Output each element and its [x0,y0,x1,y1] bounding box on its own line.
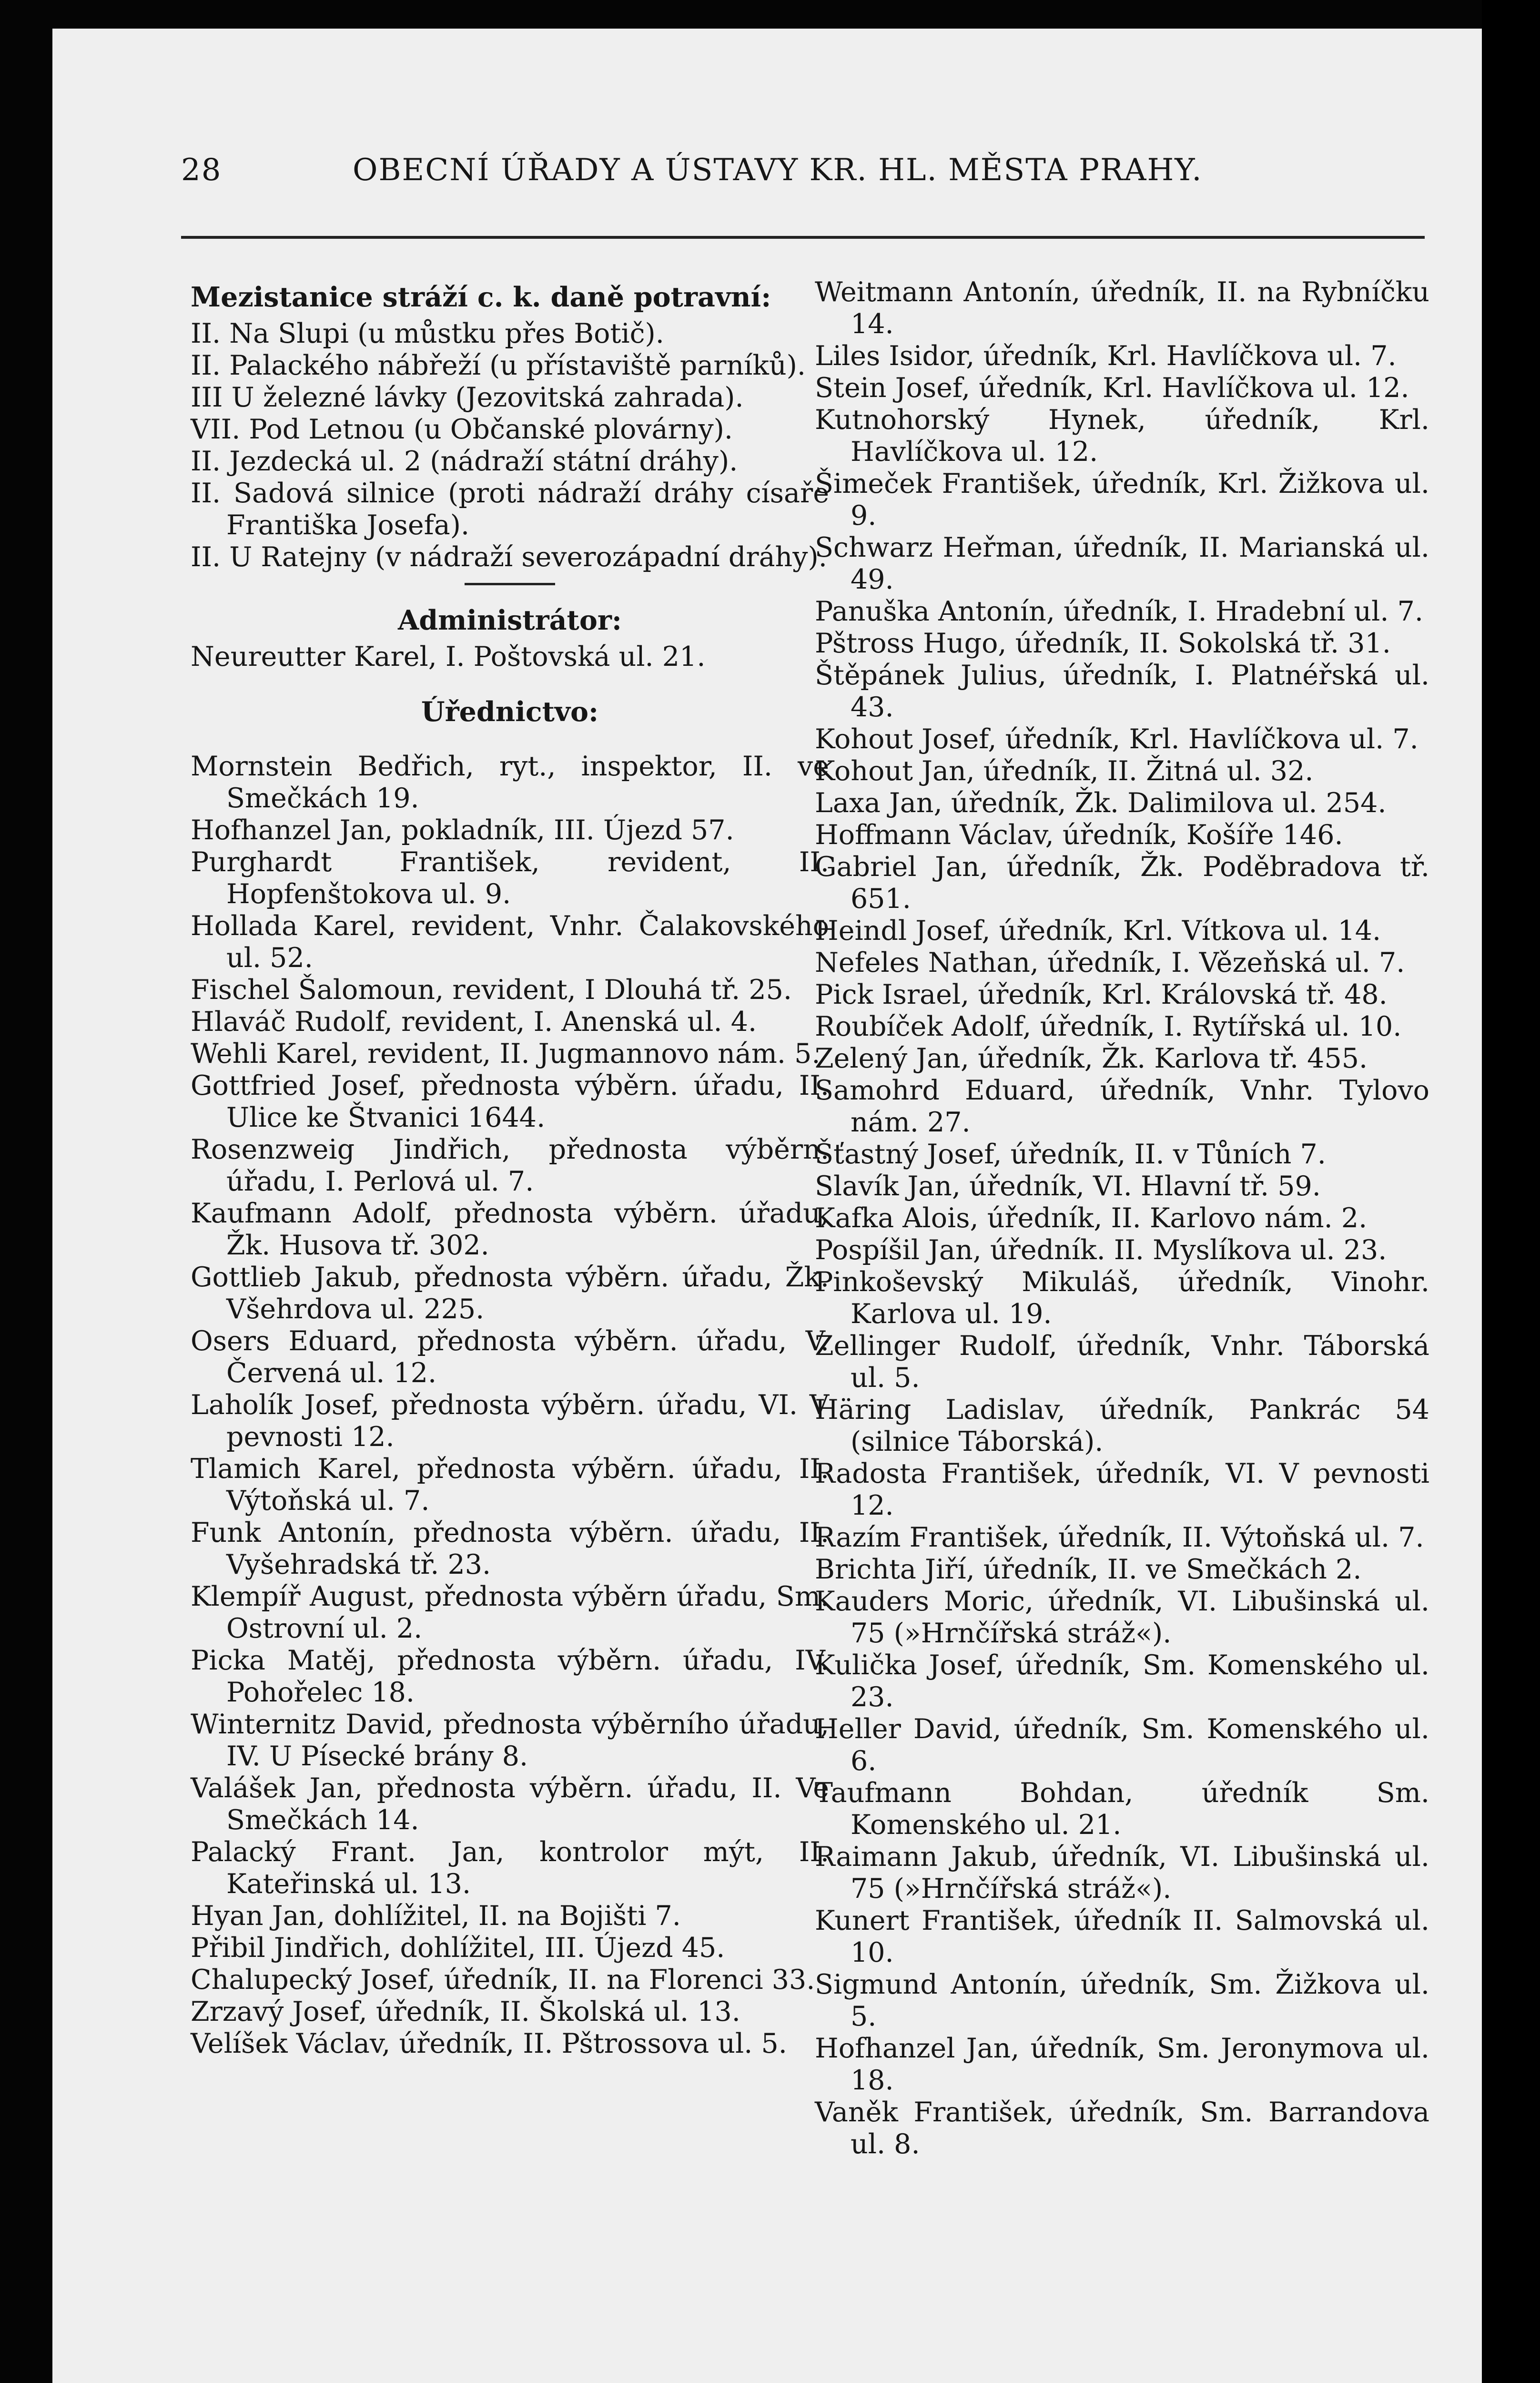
staff-entry: Laxa Jan, úředník, Žk. Dalimilova ul. 254. [815,787,1387,819]
right-column [815,276,1429,2160]
staff-entry: Klempíř August, přednosta výběrn úřadu, Sm. Ostrovní ul. 2. [191,1581,829,1644]
staff-entry: Hofhanzel Jan, pokladník, III. Újezd 57. [191,815,734,846]
station-entry: II. Sadová silnice (proti nádraží dráhy císaře Františka Josefa). [191,478,829,541]
staff-entry: Vaněk František, úředník, Sm. Barrandova ul. 8. [815,2097,1429,2160]
staff-entry: Šťastný Josef, úředník, II. v Tůních 7. [815,1139,1326,1170]
staff-entry: Raimann Jakub, úředník, VI. Libušinská ul. 75 (»Hrnčířská stráž«). [815,1841,1429,1904]
staff-entry: Mornstein Bedřich, ryt., inspektor, II. ve Smečkách 19. [191,751,829,814]
staff-entry: Radosta František, úředník, VI. V pevnosti 12. [815,1458,1429,1521]
staff-entry: Osers Eduard, přednosta výběrn. úřadu, V. Červená ul. 12. [191,1325,829,1389]
staff-entry: Chalupecký Josef, úředník, II. na Florenci 33. [191,1964,815,1996]
staff-entry: Liles Isidor, úředník, Krl. Havlíčkova ul. 7. [815,340,1397,372]
staff-entry: Picka Matěj, přednosta výběrn. úřadu, IV. Pohořelec 18. [191,1645,829,1708]
staff-entry: Pospíšil Jan, úředník. II. Myslíkova ul. 23. [815,1234,1387,1266]
staff-entry: Fischel Šalomoun, revident, I Dlouhá tř. 25. [191,974,792,1006]
staff-entry: Přibil Jindřich, dohlížitel, III. Újezd 45. [191,1932,725,1964]
staff-entry: Wehli Karel, revident, II. Jugmannovo nám. 5. [191,1038,821,1069]
admin-entry: Neureutter Karel, I. Poštovská ul. 21. [191,641,706,672]
station-entry: III U železné lávky (Jezovitská zahrada). [191,382,744,413]
scan-border [1482,0,1540,2383]
staff-entry: Brichta Jiří, úředník, II. ve Smečkách 2. [815,1554,1362,1585]
staff-entry: Kohout Josef, úředník, Krl. Havlíčkova ul. 7. [815,723,1418,755]
staff-entry: Stein Josef, úředník, Krl. Havlíčkova ul. 12. [815,372,1409,404]
staff-entry: Zelený Jan, úředník, Žk. Karlova tř. 455. [815,1043,1368,1074]
staff-entry: Pštross Hugo, úředník, II. Sokolská tř. 31. [815,628,1391,659]
page-number: 28 [181,153,222,188]
staff-entry: Pick Israel, úředník, Krl. Královská tř. 48. [815,979,1388,1010]
staff-entry: Weitmann Antonín, úředník, II. na Rybníčku 14. [815,276,1429,340]
staff-entry: Hyan Jan, dohlížitel, II. na Bojišti 7. [191,1900,681,1932]
staff-entry: Kafka Alois, úředník, II. Karlovo nám. 2. [815,1202,1368,1234]
staff-entry: Zellinger Rudolf, úředník, Vnhr. Táborská ul. 5. [815,1330,1429,1394]
staff-entry: Štěpánek Julius, úředník, I. Platnéřská ul. 43. [815,660,1429,723]
staff-entry: Kauders Moric, úředník, VI. Libušinská ul. 75 (»Hrnčířská stráž«). [815,1586,1429,1649]
staff-entry: Šimeček František, úředník, Krl. Žižkova ul. 9. [815,468,1429,531]
staff-entry: Nefeles Nathan, úředník, I. Vězeňská ul. 7. [815,947,1405,978]
staff-entry: Taufmann Bohdan, úředník Sm. Komenského ul. 21. [815,1777,1429,1841]
running-title: OBECNÍ ÚŘADY A ÚSTAVY KR. HL. MĚSTA PRAHY. [353,153,1203,188]
admin-title: Administrátor: [398,604,622,636]
station-entry: II. Palackého nábřeží (u přístaviště parníků). [191,350,806,381]
staff-entry: Purghardt František, revident, II. Hopfenštokova ul. 9. [191,846,829,910]
staff-entry: Valášek Jan, přednosta výběrn. úřadu, II. Ve Smečkách 14. [191,1772,829,1836]
staff-entry: Tlamich Karel, přednosta výběrn. úřadu, II. Výtoňská ul. 7. [191,1453,829,1517]
staff-entry: Schwarz Heřman, úředník, II. Marianská ul. 49. [815,532,1429,595]
staff-title: Úřednictvo: [421,696,599,728]
station-entry: II. Na Slupi (u můstku přes Botič). [191,318,664,349]
header-rule [181,236,1425,239]
staff-entry: Häring Ladislav, úředník, Pankrác 54 (silnice Táborská). [815,1394,1429,1457]
staff-entry: Hofhanzel Jan, úředník, Sm. Jeronymova ul. 18. [815,2033,1429,2096]
section-divider [465,583,555,585]
staff-entry: Hlaváč Rudolf, revident, I. Anenská ul. 4. [191,1006,757,1038]
staff-entry: Rosenzweig Jindřich, přednosta výběrn. úřadu, I. Perlová ul. 7. [191,1134,829,1197]
left-column [191,276,829,2060]
station-entry: II. U Ratejny (v nádraží severozápadní dráhy). [191,541,827,573]
staff-entry: Gottlieb Jakub, přednosta výběrn. úřadu, Žk. Všehrdova ul. 225. [191,1262,829,1325]
staff-entry: Hoffmann Václav, úředník, Košíře 146. [815,819,1343,851]
staff-entry: Funk Antonín, přednosta výběrn. úřadu, II. Vyšehradská tř. 23. [191,1517,829,1580]
staff-entry: Gottfried Josef, přednosta výběrn. úřadu, II. Ulice ke Štvanici 1644. [191,1070,829,1133]
staff-entry: Palacký Frant. Jan, kontrolor mýt, II. Kateřinská ul. 13. [191,1836,829,1900]
staff-entry: Pinkoševský Mikuláš, úředník, Vinohr. Karlova ul. 19. [815,1266,1429,1330]
staff-entry: Kaufmann Adolf, přednosta výběrn. úřadu, Žk. Husova tř. 302. [191,1198,829,1261]
station-entry: II. Jezdecká ul. 2 (nádraží státní dráhy). [191,446,738,477]
staff-entry: Slavík Jan, úředník, VI. Hlavní tř. 59. [815,1171,1321,1202]
staff-entry: Heindl Josef, úředník, Krl. Vítkova ul. 14. [815,915,1381,947]
stations-title: Mezistanice stráží c. k. daně potravní: [191,281,771,313]
staff-entry: Heller David, úředník, Sm. Komenského ul. 6. [815,1713,1429,1777]
staff-entry: Panuška Antonín, úředník, I. Hradební ul. 7. [815,596,1423,627]
page-header [181,153,1429,210]
staff-entry: Velíšek Václav, úředník, II. Pštrossova ul. 5. [191,2028,787,2059]
staff-entry: Kulička Josef, úředník, Sm. Komenského ul. 23. [815,1650,1429,1713]
staff-entry: Razím František, úředník, II. Výtoňská ul. 7. [815,1522,1424,1553]
station-entry: VII. Pod Letnou (u Občanské plovárny). [191,414,733,445]
staff-entry: Roubíček Adolf, úředník, I. Rytířská ul. 10. [815,1011,1402,1042]
staff-entry: Winternitz David, přednosta výběrního úřadu, IV. U Písecké brány 8. [191,1709,829,1772]
book-page [52,29,1482,2383]
staff-entry: Hollada Karel, revident, Vnhr. Čalakovského ul. 52. [191,910,829,974]
staff-entry: Laholík Josef, přednosta výběrn. úřadu, VI. V pevnosti 12. [191,1389,829,1453]
staff-entry: Gabriel Jan, úředník, Žk. Poděbradova tř. 651. [815,851,1429,915]
staff-entry: Samohrd Eduard, úředník, Vnhr. Tylovo nám. 27. [815,1075,1429,1138]
staff-entry: Sigmund Antonín, úředník, Sm. Žižkova ul. 5. [815,1969,1429,2032]
staff-entry: Kutnohorský Hynek, úředník, Krl. Havlíčkova ul. 12. [815,404,1429,468]
staff-entry: Kunert František, úředník II. Salmovská ul. 10. [815,1905,1429,1968]
staff-entry: Kohout Jan, úředník, II. Žitná ul. 32. [815,755,1314,787]
staff-entry: Zrzavý Josef, úředník, II. Školská ul. 13. [191,1996,740,2027]
